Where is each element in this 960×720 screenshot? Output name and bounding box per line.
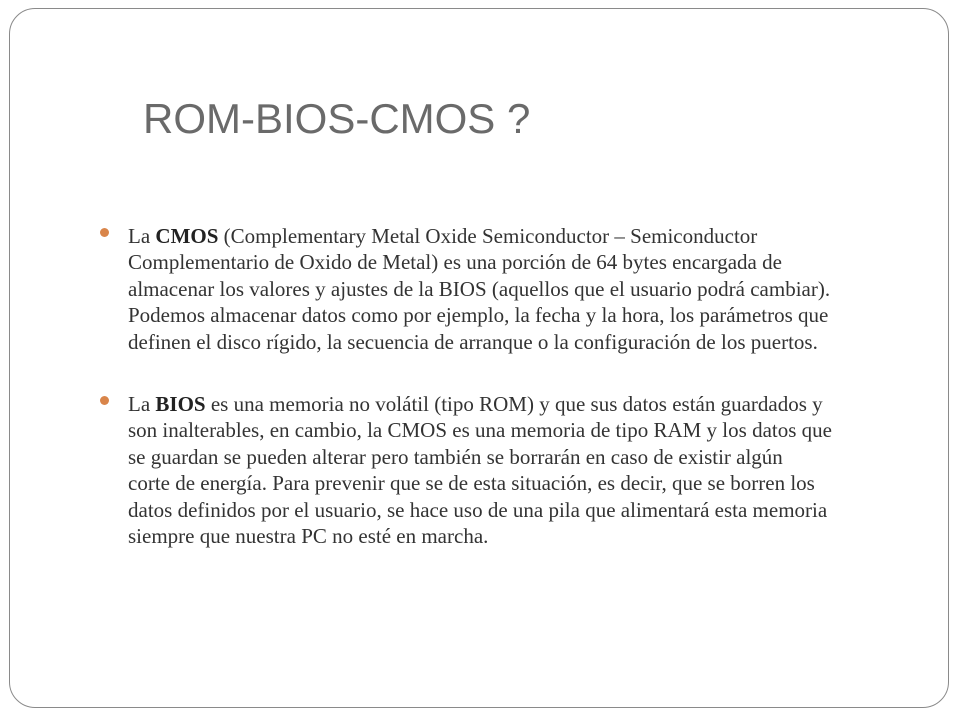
bullet-line: definen el disco rígido, la secuencia de arranque o la configuración de los puertos. <box>128 329 818 354</box>
bullet-term: CMOS <box>155 224 219 248</box>
bullet-line: almacenar los valores y ajustes de la BIOS (aquellos que el usuario podrá cambiar). <box>128 276 831 301</box>
bullet-dot-icon <box>100 228 109 237</box>
bullet-term: BIOS <box>155 392 206 416</box>
bullet-line <box>128 223 948 249</box>
bullet-cmos <box>128 223 948 355</box>
bullet-line <box>128 391 948 417</box>
bullet-article: La <box>128 224 151 248</box>
bullet-article: La <box>128 392 151 416</box>
bullet-bios <box>128 391 948 549</box>
bullet-line: Podemos almacenar datos como por ejemplo, la fecha y la hora, los parámetros que <box>128 303 829 328</box>
bullet-line-text: (Complementary Metal Oxide Semiconductor – Semiconductor <box>223 224 758 248</box>
bullet-dot-icon <box>100 396 109 405</box>
bullet-line: Complementario de Oxido de Metal) es una porción de 64 bytes encargada de <box>128 250 782 275</box>
bullet-line-text: es una memoria no volátil (tipo ROM) y que sus datos están guardados y <box>210 392 823 416</box>
bullet-line: son inalterables, en cambio, la CMOS es una memoria de tipo RAM y los datos que <box>128 418 832 443</box>
slide-title: ROM-BIOS-CMOS ? <box>143 95 531 142</box>
slide-frame <box>9 8 949 708</box>
bullet-line: se guardan se pueden alterar pero también se borrarán en caso de existir algún <box>128 444 783 469</box>
bullet-line: datos definidos por el usuario, se hace uso de una pila que alimentará esta memoria <box>128 497 828 522</box>
bullet-line: corte de energía. Para prevenir que se de esta situación, es decir, que se borren los <box>128 471 815 496</box>
bullet-line: siempre que nuestra PC no esté en marcha. <box>128 523 489 548</box>
